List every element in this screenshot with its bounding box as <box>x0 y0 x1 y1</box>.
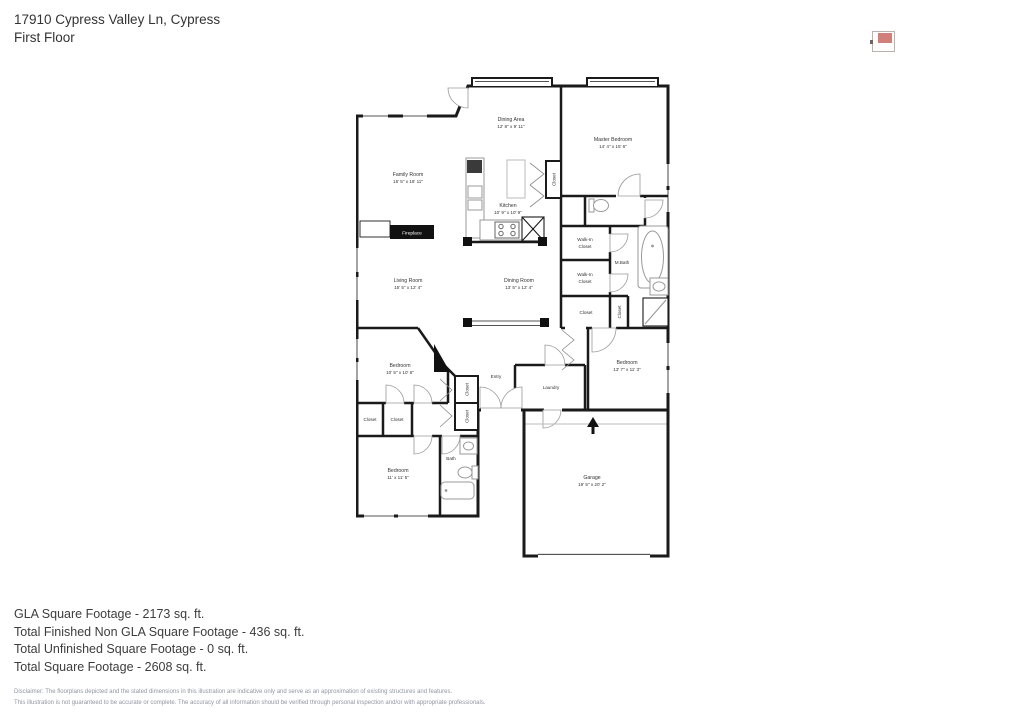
kitchen-sink <box>468 186 482 198</box>
garage-door <box>538 553 650 558</box>
total-square-footage: Total Square Footage - 2608 sq. ft. <box>14 660 207 675</box>
closet-label-entry-2: Closet <box>464 409 470 424</box>
master-shower <box>643 298 668 326</box>
disclaimer-line-1: Disclaimer: The floorplans depicted and the stated dimensions in this illustration are indicative only and serve as an approximation of existing structures and features. <box>14 689 453 695</box>
room-dims-bedroom-left: 10' 5" x 10' 6" <box>386 370 414 375</box>
laundry-label: Laundry <box>542 385 560 390</box>
room-label-dining-room: Dining Room <box>504 278 534 284</box>
title-block <box>14 11 220 47</box>
brand-logo-icon <box>872 31 895 52</box>
room-label-dining-area: Dining Area <box>497 117 525 123</box>
stove <box>495 222 519 238</box>
room-dims-bedroom-lower: 11' x 11' 5" <box>387 475 409 480</box>
floor-plan-svg <box>356 76 670 558</box>
walk-in-closet-2-line1: Walk-In <box>577 272 593 277</box>
closet-label-suite: Closet <box>579 310 593 315</box>
kitchen-island <box>507 160 525 198</box>
room-dims-dining-area: 12' 8" x 9' 11" <box>497 124 525 129</box>
closet-label-suite-vertical: Closet <box>617 305 622 319</box>
room-label-family-room: Family Room <box>392 172 424 178</box>
closet-label-entry-1: Closet <box>464 382 470 397</box>
room-dims-dining-room: 13' 5" x 12' 4" <box>505 285 533 290</box>
kitchen-appliance <box>467 160 482 173</box>
non-gla-square-footage: Total Finished Non GLA Square Footage - 436 sq. ft. <box>14 624 305 639</box>
page-title-address: 17910 Cypress Valley Ln, Cypress <box>14 12 221 27</box>
gla-square-footage: GLA Square Footage - 2173 sq. ft. <box>14 607 205 621</box>
walk-in-closet-2-line2: Closet <box>578 279 592 284</box>
page-title-floor: First Floor <box>14 30 75 45</box>
unfinished-square-footage: Total Unfinished Square Footage - 0 sq. ft. <box>14 642 249 657</box>
entry-label: Entry <box>490 374 502 379</box>
room-dims-living-room: 15' 5" x 12' 4" <box>394 285 422 290</box>
walk-in-closet-1-line2: Closet <box>578 244 592 249</box>
room-dims-bedroom-right: 13' 7" x 11' 3" <box>613 367 641 372</box>
brand-logo-notch <box>870 40 873 44</box>
fireplace <box>390 225 434 239</box>
master-toilet <box>589 199 609 212</box>
room-dims-family-room: 15' 5" x 16' 11" <box>393 179 423 184</box>
closet-label-a: Closet <box>363 417 377 422</box>
fireplace-label: Fireplace <box>402 231 422 237</box>
room-dims-garage: 19' 5" x 20' 2" <box>578 482 606 487</box>
room-label-bedroom-right: Bedroom <box>616 360 638 366</box>
room-label-bedroom-left: Bedroom <box>389 363 411 369</box>
room-label-living-room: Living Room <box>393 278 423 284</box>
disclaimer <box>14 687 486 710</box>
closet-label-dining: Closet <box>551 172 557 187</box>
room-label-master-bedroom: Master Bedroom <box>593 137 633 143</box>
room-dims-kitchen: 10' 9" x 10' 9" <box>494 210 522 215</box>
floor-plan <box>356 76 670 558</box>
walk-in-closet-1-line1: Walk-In <box>577 237 593 242</box>
mbath-label: M.Bath <box>614 260 630 265</box>
closet-label-b: Closet <box>390 417 404 422</box>
room-label-bedroom-lower: Bedroom <box>387 468 409 474</box>
bath-label: Bath <box>446 456 456 461</box>
bath-toilet <box>458 466 478 479</box>
room-dims-master-bedroom: 14' 4" x 15' 6" <box>599 144 627 149</box>
room-label-garage: Garage <box>583 475 601 481</box>
square-footage-summary <box>14 606 304 677</box>
disclaimer-line-2: This illustration is not guaranteed to be accurate or complete. The accuracy of all information should be verified through personal inspection and/or with appropriate professionals. <box>14 700 486 707</box>
hearth <box>360 221 390 237</box>
room-label-kitchen: Kitchen <box>499 203 517 209</box>
brand-logo-accent <box>878 33 892 43</box>
